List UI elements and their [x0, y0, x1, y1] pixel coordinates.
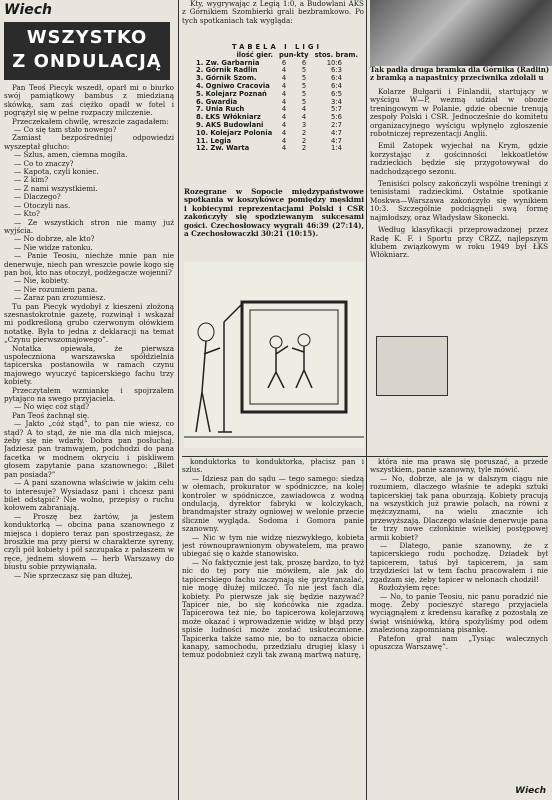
- article-column-1: [4, 84, 174, 800]
- boxing-cartoon: [184, 262, 364, 448]
- headline-line-2: Z ONDULACJĄ: [12, 51, 162, 72]
- article-col1-paragraph: Zamiast bezpośredniej odpowiedzi wyszeptał głucho:: [4, 133, 174, 151]
- league-cell-p: 5: [301, 81, 307, 90]
- league-cell-name: 2. Górnik Radlin: [196, 66, 258, 75]
- article-col1-paragraph: — Proszę bez żartów, ja jestem konduktorką — obcina pana szanownego z miejsca i dopiero teraz pan spostrzegasz, że broszkie ma przy piersi w charakterze syreny, czyli pół kobiety i pół szczupaka z pałaszem w ręce, jednem słowem — herb Warszawy do biustu sobie przywiąnała.: [4, 511, 174, 572]
- article-col2-paragraph: konduktorka to konduktorka, płacisz pan i szlus.: [182, 458, 364, 475]
- league-cell-g: 4: [281, 128, 287, 137]
- article-col1-paragraph: Przeczytałem wzmiankę i spojrzałem pytająco na swego przyjaciela.: [4, 385, 174, 404]
- article-col2-paragraph: — No faktycznie jest tak, proszę bardzo, to tyż nic do tej pory nie mówiłem, ale jak do tapicerskiego fachu zaczynają się przytranzalać, nie mogę dłużej milczeć. To nie jest fach dla kobiety. Po pierwsze jak się będzie nazywać? Tapicer nie, bo się końcówka nie zgadza. Tapicerowa też nie, bo tapicerowa kolejarzową może okazać i wprowadzenie widzę w błąd przy spisie ludności może zostać uskutecznione. Tapicerka także samo nie, bo to oznacza obicie kanapy, samochodu, przedziału drugiej klasy i temuż podobnież czyli tak zwaną martwą naturę,: [182, 557, 364, 660]
- league-cell-p: 5: [301, 89, 307, 98]
- article-col1-paragraph: — Nie rozumiem pana.: [14, 284, 98, 294]
- league-cell-p: 3: [301, 120, 307, 129]
- league-table-header: TABELA I LIGI: [231, 43, 322, 51]
- article-col3-paragraph: Patefon grał nam „Tysiąc walecznych opuszcza Warszawę”.: [370, 633, 548, 651]
- news-paragraph: Kolarze Bułgarii i Finlandii, startujący w wyścigu W—P, wezmą udział w obozie treningowym w Polanie, gdzie obecnie trenują zespoły Polski i CSR. Jednocześnie do komitetu organizacyjnego wyścigu wpłynęło zgłoszenie robotniczej reprezentacji Anglii.: [370, 88, 548, 139]
- article-col1-paragraph: — No więc cóż stąd?: [14, 402, 90, 412]
- article-col3-paragraph: — No, dobrze, ale ja w dalszym ciągu nie rozumiem, dlaczego właśnie te adepki sztuki tapicerskiej tak pana oburzają. Kobiety pracują na wszystkich już prawie polach, na równi z mężczyznami, na wielu znacznie ich przewyższają. Dlaczego właśnie denerwuje pana te trzy nowe członkinie wielkiej postępowej armii kobiet?: [370, 473, 548, 542]
- article-col1-paragraph: — Z kim?: [14, 175, 49, 185]
- league-cell-b: 3:4: [331, 97, 342, 106]
- league-cell-b: 6:3: [331, 66, 342, 75]
- signature: Wiech: [515, 786, 546, 796]
- news-paragraph: Według klasyfikacji przeprowadzonej przez Radę K. F. i Sportu przy CRZZ, najlepszym klubem związkowym w roku 1949 był ŁKS Włókniarz.: [370, 225, 548, 260]
- col-games: ilość gier.: [236, 50, 273, 59]
- article-col1-paragraph: Pan Teoś żachnął się.: [12, 410, 90, 420]
- horizontal-rule: [182, 456, 548, 457]
- article-col1-paragraph: — Panie Teosiu, niechże mnie pan nie denerwuje, niech pan wreszcie powie kogo się pan boi, kto nas otoczył, podżegacze wojenni?: [4, 251, 174, 277]
- sports-emblem: [376, 336, 448, 396]
- league-cell-b: 6:4: [331, 81, 342, 90]
- article-column-3: [370, 458, 548, 796]
- article-col1-paragraph: Pan Teoś Piecyk wszedł, oparł mi o biurko swój pamiątkowy bambus z miedzianą skówką, sam zaś ciężko opadł w fotel i pogrążył się w pełne rozpaczy milczenie.: [4, 84, 174, 118]
- article-col1-paragraph: Notatka opiewała, że pierwsza uspołeczniona warszawska spółdzielnia tapicerska postanowiła w ramach czynu majowego wyuczyć tapicerskiego fachu trzy kobiety.: [4, 343, 174, 387]
- league-cell-g: 4: [281, 97, 287, 106]
- league-table: [196, 44, 358, 182]
- league-cell-g: 4: [281, 89, 287, 98]
- league-cell-name: 8. ŁKS Włókniarz: [196, 113, 261, 122]
- basketball-note: Rozegrane w Sopocie międzypaństwowe spotkania w koszykówce pomiędzy męskimi i kobiecymi reprezentacjami Polski i CSR zakończyły się spodziewanym sukcesami gości. Czechosłowacy wygrali 46:39 (27:14), a Czechosłowaczki 30:21 (10:15).: [184, 187, 364, 239]
- league-cell-name: 10. Kolejarz Polonia: [196, 128, 273, 137]
- league-cell-p: 5: [301, 66, 307, 75]
- col-goals: stos. bram.: [314, 50, 358, 59]
- league-cell-b: 5:7: [331, 105, 342, 114]
- league-cell-b: 10:6: [326, 58, 342, 67]
- photo-caption: Tak padła druga bramka dla Górnika (Radlin) z bramką a napastnicy przeciwnika zdołali u: [370, 65, 550, 82]
- league-cell-b: 2:7: [331, 120, 342, 129]
- league-intro-text: Kty, wygrywając z Legią 1:0, a Budowlani AKS z Górnikiem Szombierki grali bezbramkowo. Po tych spotkaniach tak wygląda:: [182, 0, 364, 25]
- league-cell-p: 5: [301, 74, 307, 83]
- league-cell-b: 1:4: [331, 144, 342, 153]
- league-cell-p: 2: [301, 136, 307, 145]
- article-column-2: [182, 458, 364, 796]
- article-col1-paragraph: — Kto?: [14, 209, 40, 219]
- league-cell-p: 6: [301, 58, 307, 67]
- headline-box: [4, 22, 170, 80]
- league-cell-b: 4:7: [331, 136, 342, 145]
- league-cell-name: 4. Ogniwo Cracovia: [196, 81, 270, 90]
- article-col2-paragraph: — Idziesz pan do sądu — tego samego: siedzą w ołemach, prokurator w spódniczce, na kolej kontroler w spódniczce, zawiadowca z wodną ondulacją, dyrektor fabryki w kolczykach, brandmajster straży ogniowej w welonie przecie ślicznie wygląda. Sodoma i Gomora panie szanowny.: [182, 473, 364, 534]
- league-cell-g: 4: [281, 66, 287, 75]
- article-col2-paragraph: — Nic w tym nie widzę niezwykłego, kobieta jest równouprawnionym obywatelem, ma prawo ubiegać się o każde stanowisko.: [182, 532, 364, 559]
- article-col3-paragraph: która nie ma prawa się poruszać, a przede wszystkiem, panie szanowny, tyle mówić.: [370, 458, 548, 475]
- league-cell-b: 6:5: [331, 89, 342, 98]
- league-cell-g: 4: [281, 136, 287, 145]
- article-col1-paragraph: — Nie widze ratonku.: [14, 242, 93, 252]
- league-cell-p: 4: [301, 105, 307, 114]
- headline-line-1: WSZYSTKO: [26, 27, 148, 48]
- masthead: Wiech: [4, 2, 53, 18]
- league-cell-b: 6:4: [331, 74, 342, 83]
- league-cell-name: 11. Legia: [196, 136, 232, 145]
- article-col1-paragraph: — Kapota, czyli koniec.: [14, 167, 99, 177]
- league-cell-g: 6: [281, 58, 287, 67]
- league-cell-g: 4: [281, 105, 287, 114]
- news-paragraph: Emil Zatopek wyjechał na Krym, gdzie korzystając z gościnności lekkoatletów radzieckich będzie się przygotowywał do nadchodzącego sezonu.: [370, 141, 548, 176]
- article-col3-paragraph: — No, to panie Teosiu, nic panu poradzić nie mogę. Żeby pocieszyć starego przyjaciela wyciągnąłem z kredensu karafkę z pozostałą ze świąt wiśniówką, którą spożyliśmy pod odem znalezioną zapomnianą pisankę.: [370, 591, 548, 635]
- league-cell-name: 7. Unia Ruch: [196, 105, 245, 114]
- article-col1-paragraph: — Ze wszystkich stron nie mamy już wyjścia.: [4, 217, 174, 235]
- column-rule-1: [178, 0, 179, 800]
- article-col1-paragraph: — Szlus, amen, ciemna mogiła.: [14, 150, 128, 160]
- article-col1-paragraph: — Z nami wszystkiemi.: [14, 183, 98, 193]
- league-cell-g: 4: [281, 120, 287, 129]
- league-cell-b: 4:7: [331, 128, 342, 137]
- league-cell-name: 9. AKS Budowlani: [196, 120, 264, 129]
- league-cell-g: 4: [281, 81, 287, 90]
- article-col1-paragraph: — Co się tam stało nowego?: [14, 125, 117, 135]
- article-col1-paragraph: — Jakto „cóż stąd”, to pan nie wiesz, co stąd? A to stąd, że nie ma dla nich miejsca, żeby się nie wdarły. Dobra pan posłuchaj. Jadziesz pan tramwajem, podchodzi do pana facetka w modnem okryciu i piskliwem głosem zapytanie pana szanownego: „Bilet pan posiada?”: [4, 419, 174, 479]
- league-cell-p: 5: [301, 97, 307, 106]
- league-cell-name: 5. Kolejarz Poznań: [196, 89, 267, 98]
- league-cell-name: 3. Górnik Szom.: [196, 74, 257, 83]
- article-col1-paragraph: — Dlaczego?: [14, 192, 61, 202]
- football-photo: [370, 0, 552, 66]
- league-cell-g: 4: [281, 113, 287, 122]
- league-cell-g: 4: [281, 74, 287, 83]
- column-rule-2: [366, 0, 367, 800]
- article-col1-paragraph: — No dobrze, ale kto?: [14, 234, 95, 244]
- league-cell-g: 4: [281, 144, 287, 153]
- article-col1-paragraph: Tu pan Piecyk wydobył z kieszeni złożoną szesnastokrotnie gazetę, rozwinął i wskazał mi podkreśloną grubo czerwonym ołówkiem notatkę. Była to jedna z deklaracji na temat „Czynu pierwszomajowego”.: [4, 301, 174, 345]
- article-col3-paragraph: — Dlatego, panie szanowny, że z tapicerskiego rodu pochodzę. Dziadek był tapicerem, tatuś był tapicerem, ja sam trzydzieści lat w tem fachu pracowałem i nie zgadzam się, żeby tapicer w nelonach chodził!: [370, 541, 548, 584]
- league-cell-name: 1. Zw. Garbarnia: [196, 58, 260, 67]
- article-col1-paragraph: — Nie sprzeczasz się pan dłużej,: [14, 570, 133, 580]
- article-col1-paragraph: Przeczekałem chwilę, wreszcie zagadałem:: [12, 116, 169, 126]
- league-cell-p: 4: [301, 113, 307, 122]
- league-cell-name: 6. Gwardia: [196, 97, 238, 106]
- league-cell-b: 5:6: [331, 113, 342, 122]
- col-points: pun-kty: [278, 50, 309, 59]
- news-paragraph: Tenisiści polscy zakończyli wspólne treningi z tenisistami radzieckimi. Ostatnie spotkanie Moskwa—Warszawa zakończyło się wynikiem 10:3. Szczególnie podciągnęli swą formę najmłodszy, oraz Władysław Skonecki.: [370, 179, 548, 222]
- league-cell-name: 12. Zw. Warta: [196, 144, 250, 153]
- article-col3-paragraph: Rozłożyłem ręce:: [378, 583, 441, 593]
- league-cell-p: 2: [301, 144, 307, 153]
- league-table-row: [196, 145, 358, 153]
- sports-news-column: [370, 88, 548, 458]
- article-col1-paragraph: — Nie, kobiety.: [14, 276, 69, 286]
- article-col1-paragraph: — Zaraz pan zrozumiesz.: [14, 293, 106, 303]
- league-cell-p: 2: [301, 128, 307, 137]
- article-col1-paragraph: — Otoczyli nas.: [14, 200, 71, 210]
- article-col1-paragraph: — A pani szanowna właściwie w jakim celu to interesuje? Wysiadasz pani i chcesz pani bilet odstąpić? Nie wolno, przepisy o ruchu kołowem zabraniają.: [4, 478, 174, 513]
- article-col1-paragraph: — Co to znaczy?: [14, 158, 74, 168]
